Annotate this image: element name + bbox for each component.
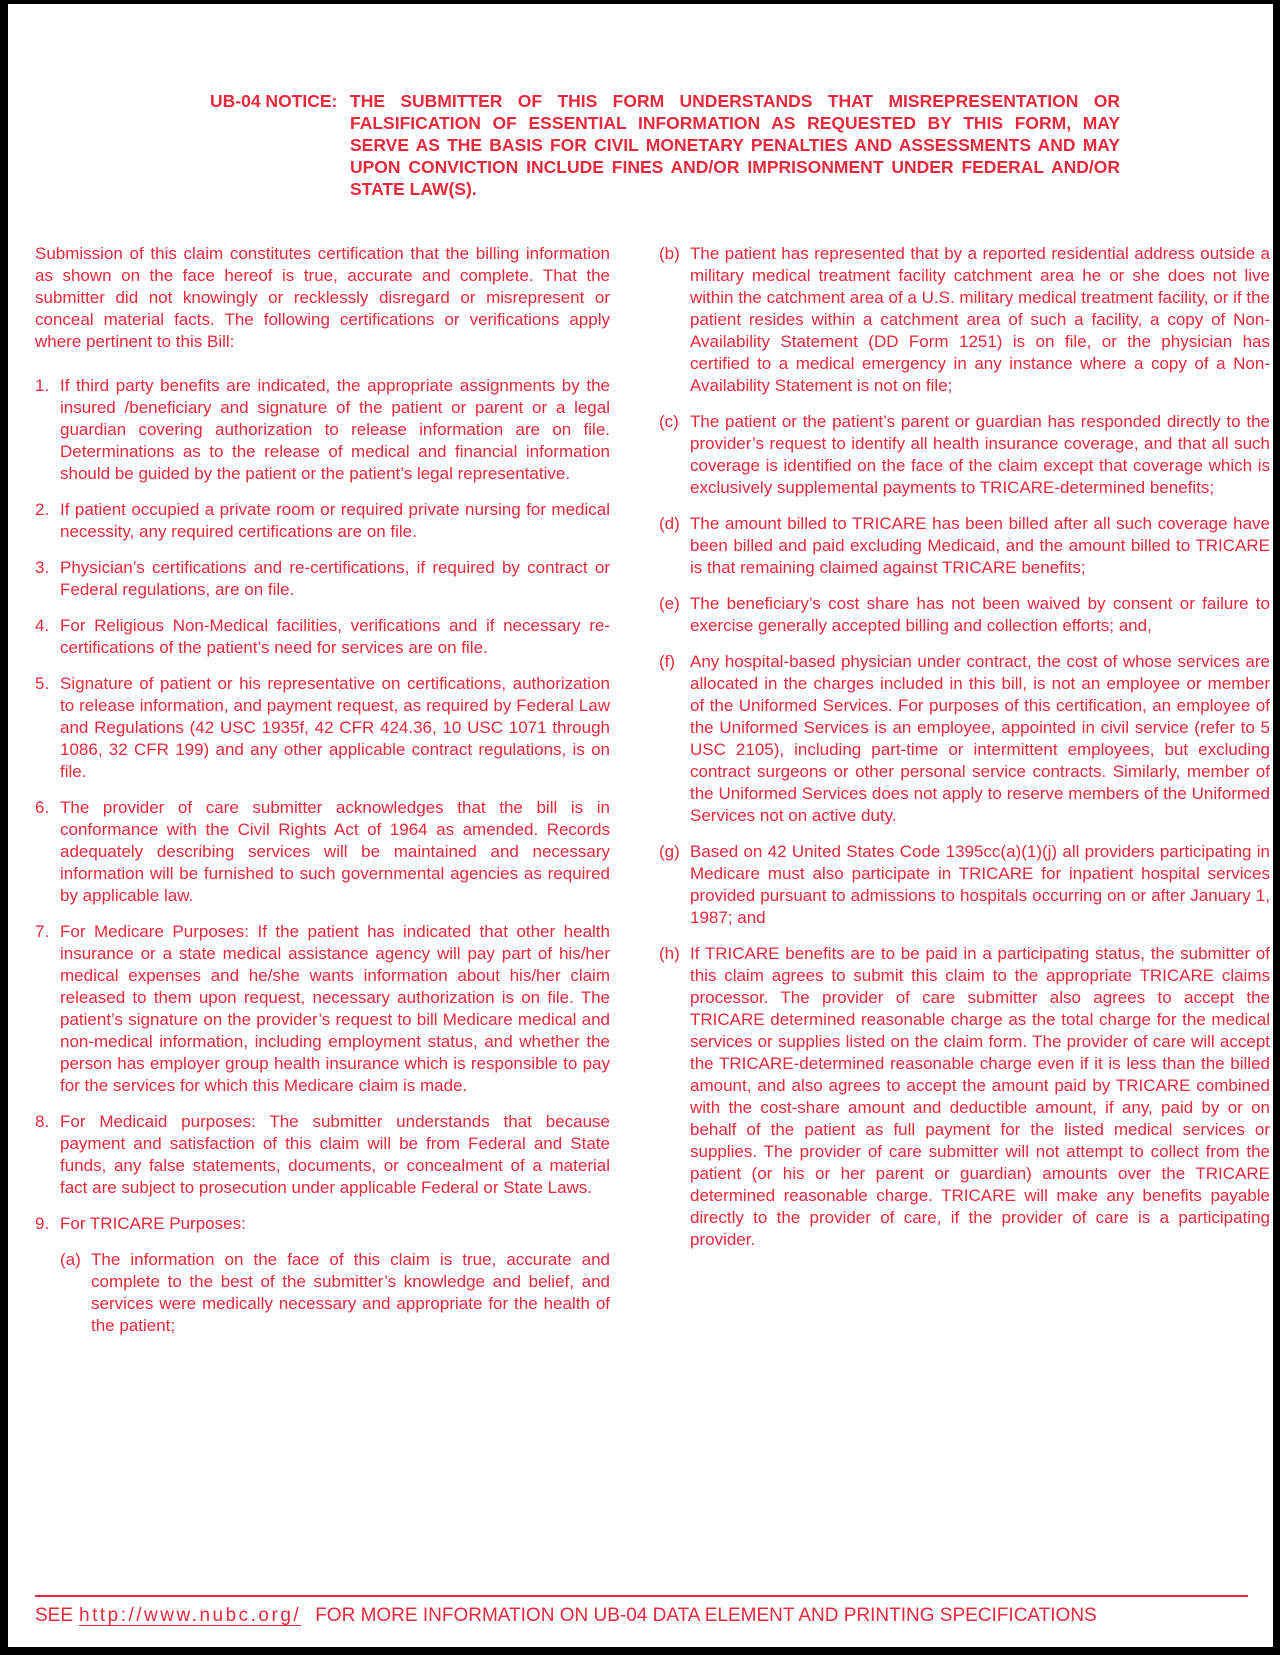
notice-text: THE SUBMITTER OF THIS FORM UNDERSTANDS THAT MISREPRESENTATION OR FALSIFICATION OF ESSENTIAL INFORMATION AS REQUESTED BY THIS FORM, MAY SERVE AS THE BASIS FOR CIVIL MONETARY PENALTIES AND ASSESSMENTS AND MAY UPON CONVICTION INCLUDE FINES AND/OR IMPRISONMENT UNDER FEDERAL AND/OR STATE LAW(S). [350, 91, 1120, 199]
item-text: For Medicaid purposes: The submitter understands that because payment and satisfaction of this claim will be from Federal and State funds, any false statements, documents, or concealment of a material fact are subject to prosecution under applicable Federal or State Laws. [60, 1112, 610, 1197]
item-text: The amount billed to TRICARE has been billed after all such coverage have been billed and paid excluding Medicaid, and the amount billed to TRICARE is that remaining claimed against TRICARE benefits; [690, 514, 1270, 577]
item-text: The patient or the patient’s parent or guardian has responded directly to the provider’s request to identify all health insurance coverage, and that all such coverage is identified on the face of the claim except that coverage which is exclusively supplemental payments to TRICARE-determined benefits; [690, 412, 1270, 497]
list-item [35, 1213, 610, 1235]
right-column [659, 243, 1270, 1337]
item-number: 2. [35, 500, 50, 519]
item-text: For Religious Non-Medical facilities, verifications and if necessary re-certifications of the patient’s need for services are on file. [60, 616, 610, 657]
item-text: The provider of care submitter acknowledges that the bill is in conformance with the Civil Rights Act of 1964 as amended. Records adequately describing services will be maintained and necessary information will be furnished to such governmental agencies as required by applicable law. [60, 798, 610, 905]
list-item [659, 943, 1270, 1251]
item-text: Signature of patient or his representative on certifications, authorization to release information, and payment request, as required by Federal Law and Regulations (42 USC 1935f, 42 CFR 424.36, 10 USC 1071 through 1086, 32 CFR 199) and any other applicable contract regulations, is on file. [60, 674, 610, 781]
item-number: 6. [35, 798, 50, 817]
item-text: The beneficiary’s cost share has not been waived by consent or failure to exercise generally accepted billing and collection efforts; and, [690, 594, 1270, 635]
list-item [659, 841, 1270, 929]
footer-info-text: FOR MORE INFORMATION ON UB-04 DATA ELEMENT AND PRINTING SPECIFICATIONS [315, 1605, 1097, 1626]
item-text: Any hospital-based physician under contract, the cost of whose services are allocated in the charges included in this bill, is not an employee or member of the Uniformed Services. For purposes of this certification, an employee of the Uniformed Services is an employee, appointed in civil service (refer to 5 USC 2105), including part-time or intermittent employees, but excluding contract surgeons or other personal service contracts. Similarly, member of the Uniformed Services does not apply to reserve members of the Uniformed Services not on active duty. [690, 652, 1270, 825]
list-item [35, 375, 610, 485]
list-item [35, 615, 610, 659]
item-number: 7. [35, 922, 50, 941]
item-number: 5. [35, 674, 50, 693]
list-item [659, 243, 1270, 397]
item-letter: (e) [659, 594, 680, 613]
item-number: 3. [35, 558, 50, 577]
notice-label: UB-04 NOTICE: [210, 91, 338, 111]
ub04-notice [210, 90, 1120, 200]
item-text: Physician’s certifications and re-certifications, if required by contract or Federal regulations, are on file. [60, 558, 610, 599]
list-item [659, 651, 1270, 827]
item-text: The information on the face of this claim is true, accurate and complete to the best of the submitter’s knowledge and belief, and services were medically necessary and appropriate for the health of the patient; [91, 1250, 610, 1335]
item-letter: (a) [60, 1250, 81, 1269]
item-text: The patient has represented that by a reported residential address outside a military medical treatment facility catchment area he or she does not live within the catchment area of a U.S. military medical treatment facility, or if the patient resides within a catchment area of such a facility, a copy of Non-Availability Statement (DD Form 1251) is on file, or the physician has certified to a medical emergency in any instance where a copy of a Non-Availability Statement is not on file; [690, 244, 1270, 395]
left-column [35, 243, 610, 1337]
item-letter: (h) [659, 944, 680, 963]
list-item [659, 593, 1270, 637]
item-text: If patient occupied a private room or required private nursing for medical necessity, any required certifications are on file. [60, 500, 610, 541]
item-number: 1. [35, 376, 50, 395]
item-number: 9. [35, 1214, 50, 1233]
body-columns [35, 243, 1270, 1337]
list-item [35, 921, 610, 1097]
footer-see-label: SEE [35, 1605, 74, 1626]
footer [35, 1604, 1248, 1628]
list-item [35, 499, 610, 543]
item-text: If TRICARE benefits are to be paid in a participating status, the submitter of this claim agrees to submit this claim to the appropriate TRICARE claims processor. The provider of care submitter also agrees to accept the TRICARE determined reasonable charge as the total charge for the medical services or supplies listed on the claim form. The provider of care will accept the TRICARE-determined reasonable charge even if it is less than the billed amount, and also agrees to accept the amount paid by TRICARE combined with the cost-share amount and deductible amount, if any, paid by or on behalf of the patient as full payment for the listed medical services or supplies. The provider of care submitter will not attempt to collect from the patient (or his or her parent or guardian) amounts over the TRICARE determined reasonable charge. TRICARE will make any benefits payable directly to the provider of care, if the provider of care is a participating provider. [690, 944, 1270, 1249]
item-text: For TRICARE Purposes: [60, 1214, 246, 1233]
footer-divider [35, 1595, 1248, 1597]
item-text: If third party benefits are indicated, the appropriate assignments by the insured /beneficiary and signature of the patient or parent or a legal guardian covering authorization to release information are on file. Determinations as to the release of medical and financial information should be guided by the patient or the patient’s legal representative. [60, 376, 610, 483]
item-number: 8. [35, 1112, 50, 1131]
item-letter: (d) [659, 514, 680, 533]
item-text: For Medicare Purposes: If the patient has indicated that other health insurance or a state medical assistance agency will pay part of his/her medical expenses and he/she wants information about his/her claim released to them upon request, necessary authorization is on file. The patient’s signature on the provider’s request to bill Medicare medical and non-medical information, including employment status, and whether the person has employer group health insurance which is responsible to pay for the services for which this Medicare claim is made. [60, 922, 610, 1095]
list-item [35, 797, 610, 907]
item-letter: (g) [659, 842, 680, 861]
list-item [659, 411, 1270, 499]
list-item [60, 1249, 610, 1337]
item-letter: (b) [659, 244, 680, 263]
item-number: 4. [35, 616, 50, 635]
intro-paragraph: Submission of this claim constitutes certification that the billing information as shown on the face hereof is true, accurate and complete. That the submitter did not knowingly or recklessly disregard or misrepresent or conceal material facts. The following certifications or verifications apply where pertinent to this Bill: [35, 244, 610, 351]
footer-url-link[interactable]: http://www.nubc.org/ [79, 1605, 302, 1626]
item-letter: (f) [659, 652, 676, 671]
list-item [659, 513, 1270, 579]
item-letter: (c) [659, 412, 679, 431]
list-item [35, 673, 610, 783]
item-text: Based on 42 United States Code 1395cc(a)(1)(j) all providers participating in Medicare must also participate in TRICARE for inpatient hospital services provided pursuant to admissions to hospitals occurring on or after January 1, 1987; and [690, 842, 1270, 927]
list-item [35, 557, 610, 601]
list-item [35, 1111, 610, 1199]
